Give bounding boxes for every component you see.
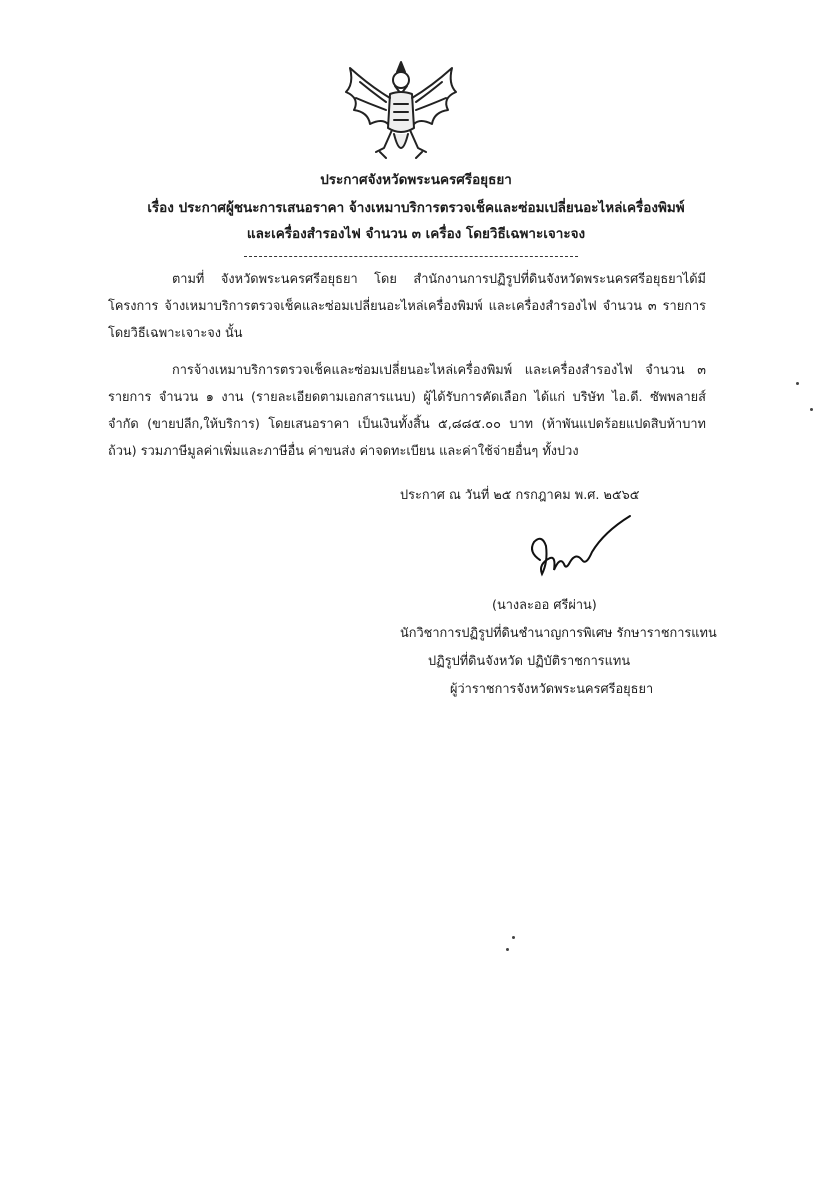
signatory-position-3: ผู้ว่าราชการจังหวัดพระนครศรีอยุธยา: [450, 682, 654, 697]
body-paragraph-1: ตามที่ จังหวัดพระนครศรีอยุธยา โดย สำนักงานการปฏิรูปที่ดินจังหวัดพระนครศรีอยุธยาได้มีโครงการ จ้างเหมาบริการตรวจเช็คและซ่อมเปลี่ยนอะไหล่เครื่องพิมพ์ และเครื่องสำรองไฟ จำนวน ๓ รายการ โดยวิธีเฉพาะเจาะจง นั้น: [108, 272, 706, 341]
handwritten-signature: [520, 512, 640, 590]
announcement-date: ประกาศ ณ วันที่ ๒๕ กรกฎาคม พ.ศ. ๒๕๖๕: [400, 488, 640, 503]
announcement-title: ประกาศจังหวัดพระนครศรีอยุธยา: [320, 172, 512, 188]
scan-speck: [810, 408, 813, 411]
signatory-position-1: นักวิชาการปฏิรูปที่ดินชำนาญการพิเศษ รักษาราชการแทน: [400, 626, 717, 641]
scan-speck: [512, 936, 515, 939]
signatory-block: [400, 592, 720, 704]
subject-line-2: และเครื่องสำรองไฟ จำนวน ๓ เครื่อง โดยวิธีเฉพาะเจาะจง: [246, 226, 586, 242]
title-divider: [244, 256, 578, 257]
garuda-emblem-icon: [340, 58, 462, 166]
body-paragraph-2: การจ้างเหมาบริการตรวจเช็คและซ่อมเปลี่ยนอะไหล่เครื่องพิมพ์ และเครื่องสำรองไฟ จำนวน ๓ รายการ จำนวน ๑ งาน (รายละเอียดตามเอกสารแนบ) ผู้ได้รับการคัดเลือก ได้แก่ บริษัท ไอ.ดี. ซัพพลายส์ จำกัด (ขายปลีก,ให้บริการ) โดยเสนอราคา เป็นเงินทั้งสิ้น ๕,๘๘๕.๐๐ บาท (ห้าพันแปดร้อยแปดสิบห้าบาทถ้วน) รวมภาษีมูลค่าเพิ่มและภาษีอื่น ค่าขนส่ง ค่าจดทะเบียน และค่าใช้จ่ายอื่นๆ ทั้งปวง: [108, 363, 706, 459]
signatory-name: (นางละออ ศรีผ่าน): [492, 598, 597, 613]
scan-speck: [506, 948, 509, 951]
scan-speck: [796, 382, 799, 385]
subject-line-1: เรื่อง ประกาศผู้ชนะการเสนอราคา จ้างเหมาบริการตรวจเช็คและซ่อมเปลี่ยนอะไหล่เครื่องพิมพ์: [147, 200, 685, 216]
signatory-position-2: ปฏิรูปที่ดินจังหวัด ปฏิบัติราชการแทน: [428, 654, 631, 669]
